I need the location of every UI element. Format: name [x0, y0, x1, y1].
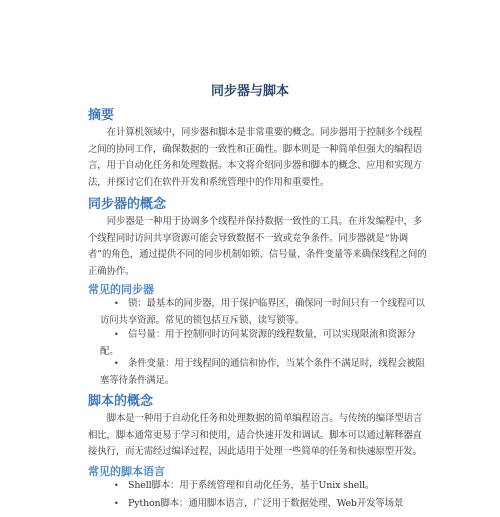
bullet-icon: • [114, 359, 119, 368]
bullet-icon: • [114, 299, 119, 308]
common-scripts-heading: 常见的脚本语言 [88, 465, 165, 478]
script-concept-heading: 脚本的概念 [88, 394, 154, 409]
list-item-text: Shell脚本：用于系统管理和自动化任务，基于Unix shell。 [128, 480, 375, 491]
list-item [100, 478, 430, 495]
list-item-text: Python脚本：通用脚本语言，广泛用于数据处理、Web开发等场景 [128, 498, 404, 509]
abstract-heading: 摘要 [88, 108, 115, 123]
script-concept-paragraph: 脚本是一种用于自动化任务和处理数据的简单编程语言。与传统的编译型语言相比，脚本通常更易于学习和使用，适合快速开发和调试。脚本可以通过解释器直接执行，而无需经过编译过程，因此适用于处理一些简单的任务和快速原型开发。 [88, 413, 423, 457]
document-title: 同步器与脚本 [210, 84, 289, 99]
list-item [100, 356, 430, 389]
sync-concept-paragraph: 同步器是一种用于协调多个线程并保持数据一致性的工具。在并发编程中，多个线程同时访问共享资源可能会导致数据不一致或竞争条件。同步器就是“协调者”的角色，通过提供不同的同步机制如锁、信号量、条件变量等来确保线程之间的正确协作。 [88, 216, 427, 277]
common-sync-heading: 常见的同步器 [88, 283, 154, 296]
bullet-icon: • [114, 481, 119, 490]
list-item-text: 信号量：用于控制同时访问某资源的线程数量，可以实现限流和资源分配。 [100, 329, 416, 357]
bullet-icon: • [114, 499, 119, 508]
abstract-paragraph: 在计算机领域中，同步器和脚本是非常重要的概念。同步器用于控制多个线程之间的协同工作，确保数据的一致性和正确性。脚本则是一种简单但强大的编程语言，用于自动化任务和处理数据。本文将介绍同步器和脚本的概念、应用和实现方法，并探讨它们在软件开发和系统管理中的作用和重要性。 [88, 127, 423, 188]
list-item-text: 锁：最基本的同步器，用于保护临界区，确保同一时间只有一个线程可以访问共享资源。常见的锁包括互斥锁、读写锁等。 [100, 298, 425, 326]
list-item [100, 296, 430, 329]
bullet-icon: • [114, 330, 119, 339]
list-item-text: 条件变量：用于线程间的通信和协作，当某个条件不满足时，线程会被阻塞等待条件满足。 [100, 358, 425, 386]
list-item [100, 496, 430, 513]
sync-concept-heading: 同步器的概念 [88, 197, 167, 212]
